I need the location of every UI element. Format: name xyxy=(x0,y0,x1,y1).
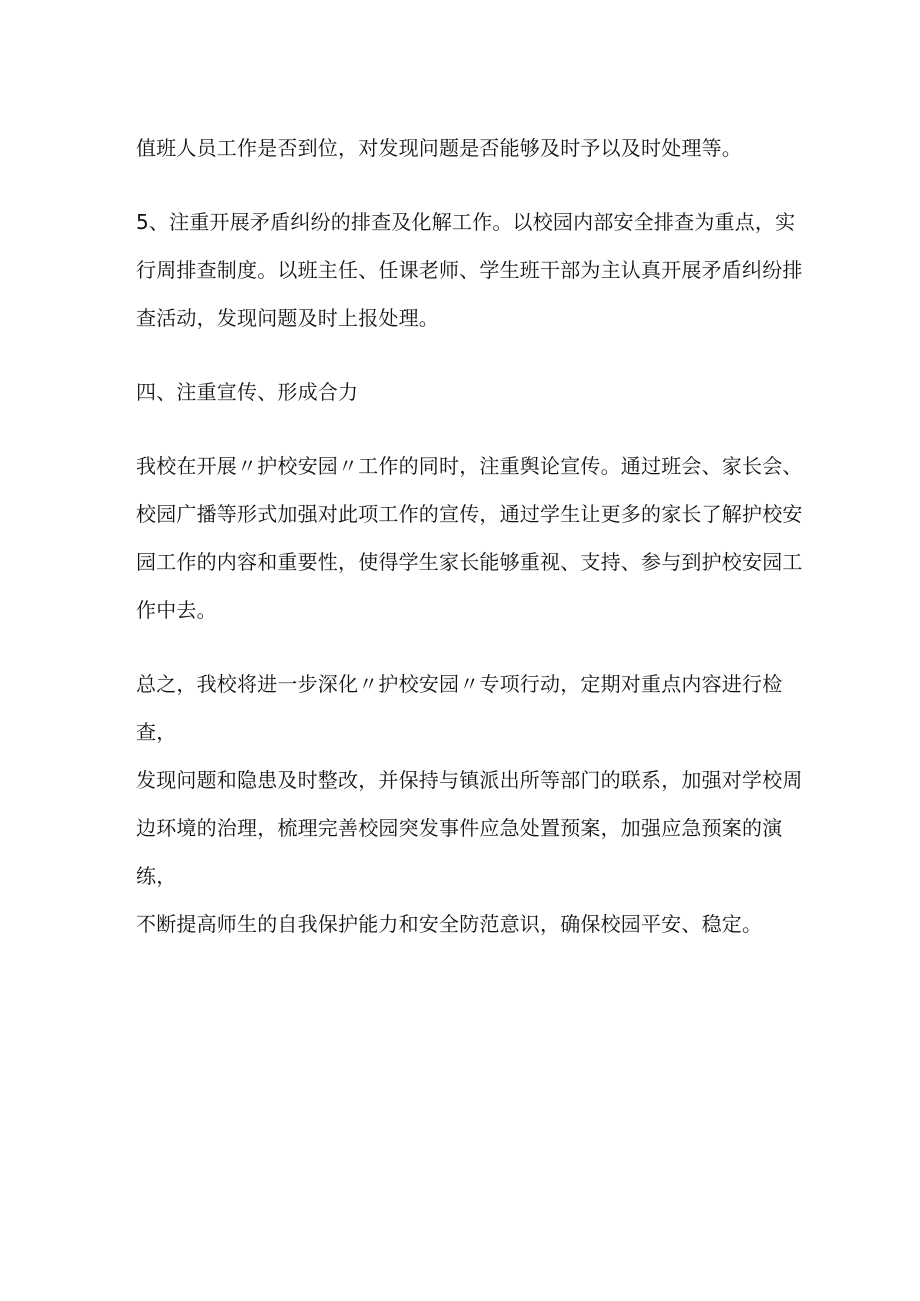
text-line: 值班人员工作是否到位，对发现问题是否能够及时予以及时处理等。 xyxy=(136,136,742,160)
text-line: 不断提高师生的自我保护能力和安全防范意识，确保校园平安、稳定。 xyxy=(136,912,763,936)
paragraph-duty-check xyxy=(136,124,816,172)
paragraph-item-5 xyxy=(136,198,816,342)
text-line: 行周排查制度。以班主任、任课老师、学生班干部为主认真开展矛盾纠纷排 xyxy=(136,258,803,282)
text-line: 5、注重开展矛盾纠纷的排查及化解工作。以校园内部安全排查为重点，实 xyxy=(136,210,796,234)
heading-text: 四、注重宣传、形成合力 xyxy=(136,380,359,404)
text-line: 作中去。 xyxy=(136,598,217,622)
text-line: 边环境的治理，梳理完善校园突发事件应急处置预案，加强应急预案的演练， xyxy=(136,816,783,888)
paragraph-gap xyxy=(136,634,816,660)
text-line: 总之，我校将进一步深化〃护校安园〃专项行动，定期对重点内容进行检查， xyxy=(136,672,783,744)
text-line: 校园广播等形式加强对此项工作的宣传，通过学生让更多的家长了解护校安 xyxy=(136,502,803,526)
text-line: 我校在开展〃护校安园〃工作的同时，注重舆论宣传。通过班会、家长会、 xyxy=(136,454,803,478)
document-body xyxy=(136,124,816,948)
paragraph-gap xyxy=(136,172,816,198)
text-line: 园工作的内容和重要性，使得学生家长能够重视、支持、参与到护校安园工 xyxy=(136,550,803,574)
paragraph-gap xyxy=(136,342,816,368)
paragraph-gap xyxy=(136,416,816,442)
text-line: 查活动，发现问题及时上报处理。 xyxy=(136,306,439,330)
text-line: 发现问题和隐患及时整改，并保持与镇派出所等部门的联系，加强对学校周 xyxy=(136,768,803,792)
paragraph-summary xyxy=(136,660,816,948)
paragraph-publicity xyxy=(136,442,816,634)
section-heading xyxy=(136,368,816,416)
